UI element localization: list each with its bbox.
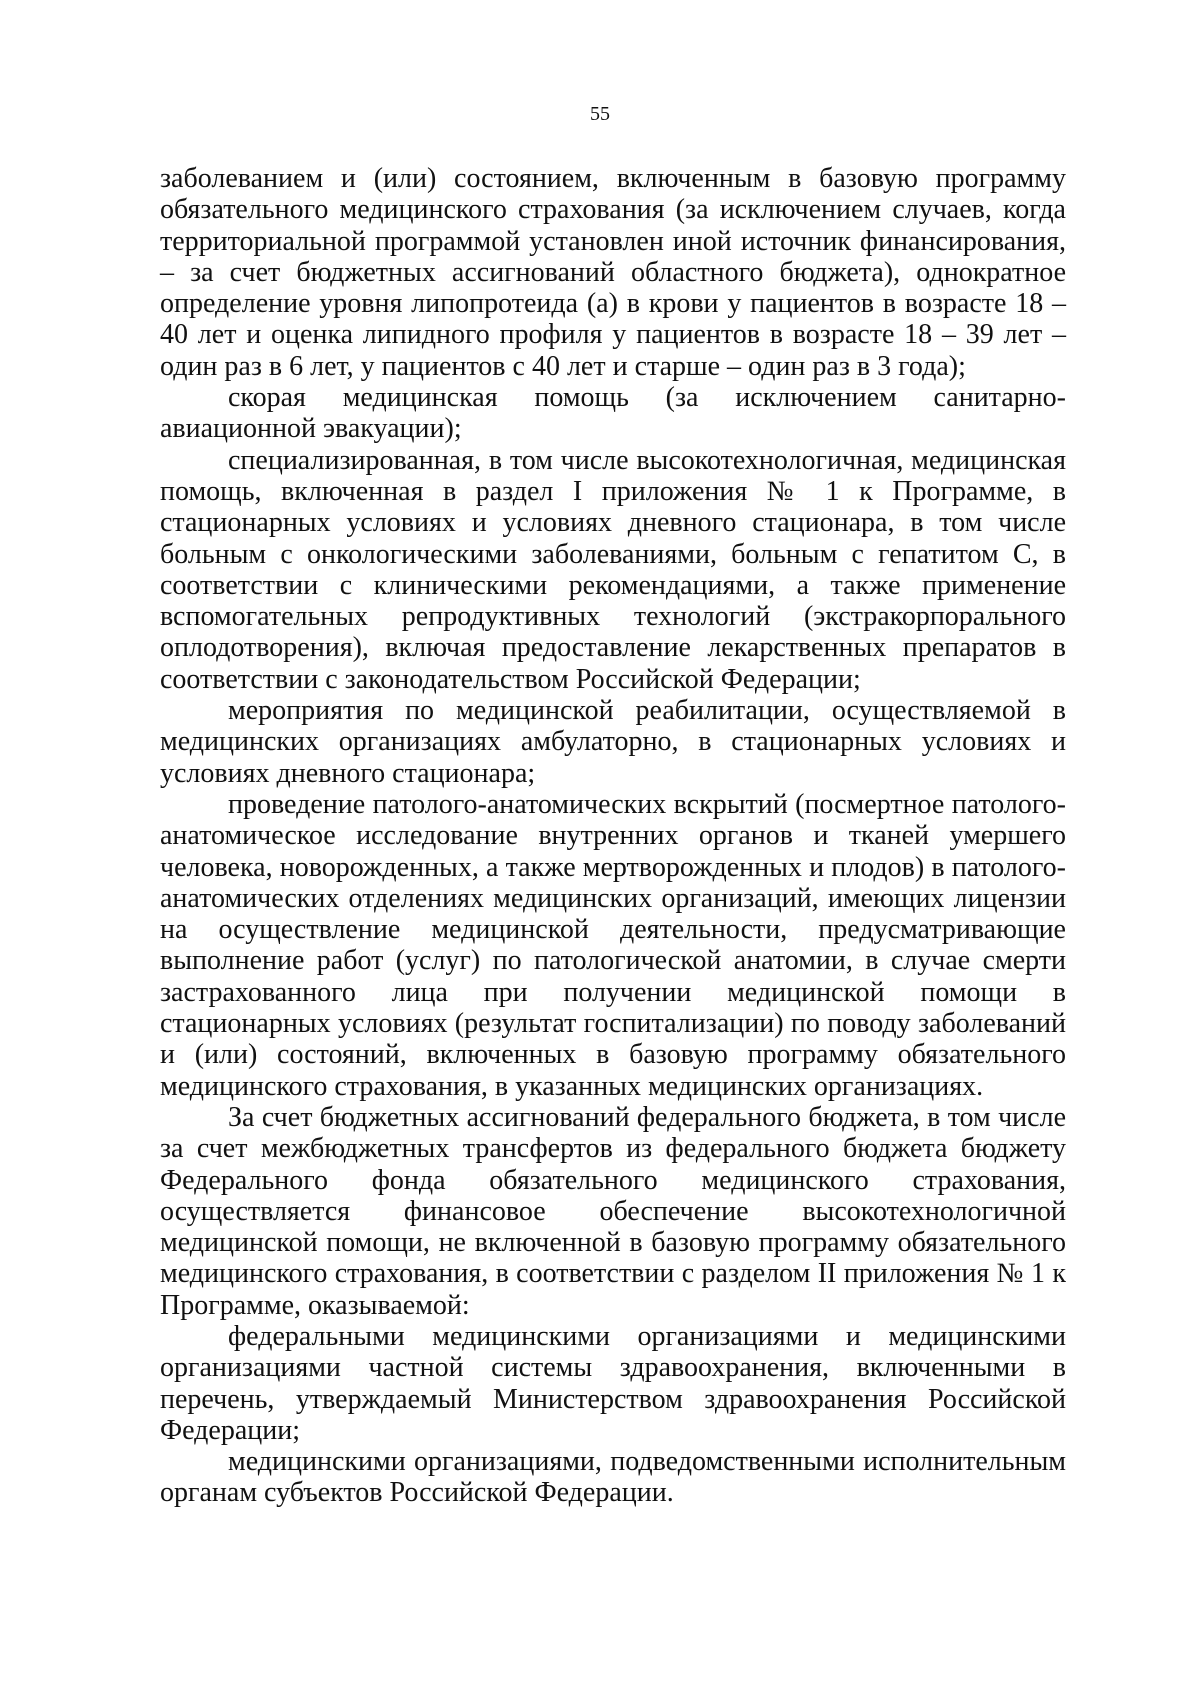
paragraph-regional-organizations: медицинскими организациями, подведомственными исполнительным органам субъектов Российской Федерации. [160,1446,1066,1509]
paragraph-emergency-care: скорая медицинская помощь (за исключением санитарно-авиационной эвакуации); [160,382,1066,445]
paragraph-continuation: заболеванием и (или) состоянием, включенным в базовую программу обязательного медицинского страхования (за исключением случаев, когда территориальной программой установлен иной источник финансирования, – за счет бюджетных ассигнований областного бюджета), однократное определение уровня липопротеида (а) в крови у пациентов в возрасте 18 – 40 лет и оценка липидного профиля у пациентов в возрасте 18 – 39 лет – один раз в 6 лет, у пациентов с 40 лет и старше – один раз в 3 года); [160,163,1066,382]
paragraph-federal-organizations: федеральными медицинскими организациями и медицинскими организациями частной системы здравоохранения, включенными в перечень, утверждаемый Министерством здравоохранения Российской Федерации; [160,1320,1066,1446]
paragraph-federal-funding: За счет бюджетных ассигнований федерального бюджета, в том числе за счет межбюджетных трансфертов из федерального бюджета бюджету Федерального фонда обязательного медицинского страхования, осуществляется финансовое обеспечение высокотехнологичной медицинской помощи, не включенной в базовую программу обязательного медицинского страхования, в соответствии с разделом II приложения № 1 к Программе, оказываемой: [160,1101,1066,1321]
paragraph-specialized-care: специализированная, в том числе высокотехнологичная, медицинская помощь, включенная в раздел I приложения № 1 к Программе, в стационарных условиях и условиях дневного стационара, в том числе больным с онкологическими заболеваниями, больным с гепатитом С, в соответствии с клиническими рекомендациями, а также применение вспомогательных репродуктивных технологий (экстракорпорального оплодотворения), включая предоставление лекарственных препаратов в соответствии с законодательством Российской Федерации; [160,444,1066,695]
document-body [160,163,1066,1509]
page-number: 55 [590,103,610,125]
paragraph-autopsy: проведение патолого-анатомических вскрытий (посмертное патолого-анатомическое исследование внутренних органов и тканей умершего человека, новорожденных, а также мертворожденных и плодов) в патолого-анатомических отделениях медицинских организаций, имеющих лицензии на осуществление медицинской деятельности, предусматривающие выполнение работ (услуг) по патологической анатомии, в случае смерти застрахованного лица при получении медицинской помощи в стационарных условиях (результат госпитализации) по поводу заболеваний и (или) состояний, включенных в базовую программу обязательного медицинского страхования, в указанных медицинских организациях. [160,788,1066,1102]
paragraph-rehabilitation: мероприятия по медицинской реабилитации, осуществляемой в медицинских организациях амбулаторно, в стационарных условиях и условиях дневного стационара; [160,695,1066,789]
